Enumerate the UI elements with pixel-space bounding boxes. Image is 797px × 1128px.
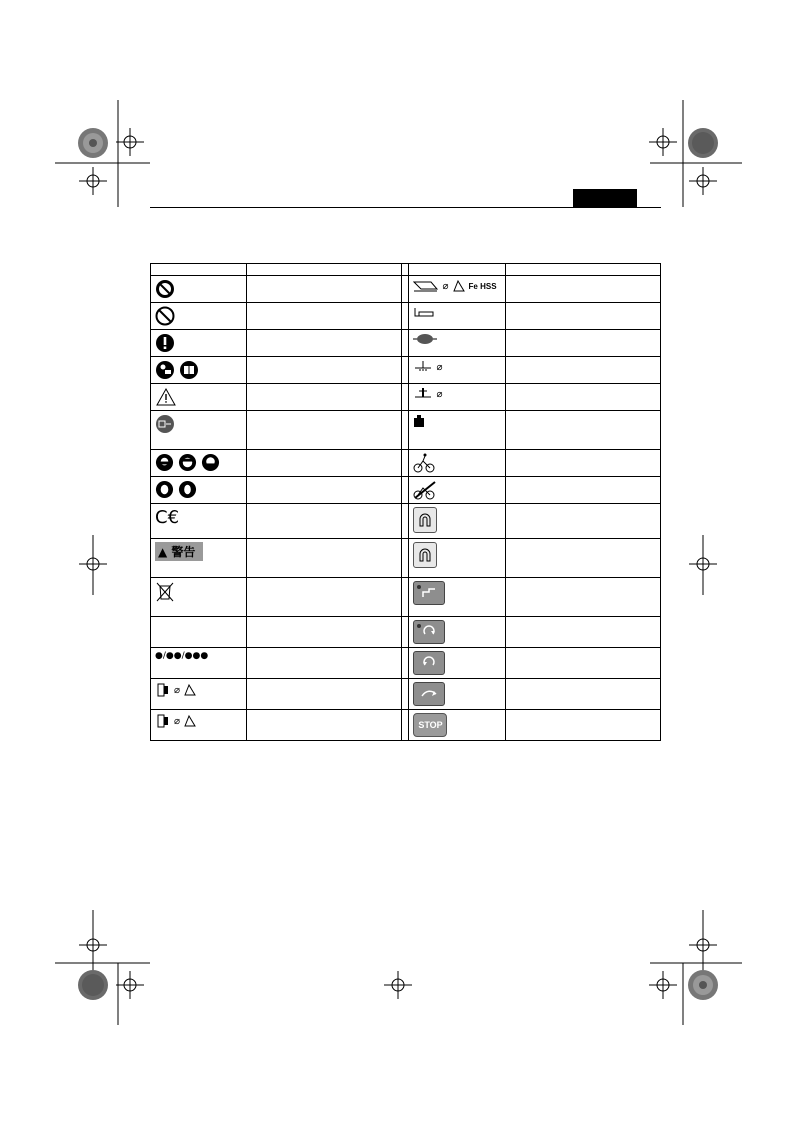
drill-chuck-icon	[155, 713, 171, 729]
table-row	[151, 303, 661, 330]
weight-icon	[413, 414, 425, 428]
feed-button-icon	[413, 682, 445, 706]
diameter-symbol: ⌀	[436, 361, 443, 373]
table-row	[151, 357, 661, 384]
drill-diameter-wood-icon	[413, 360, 433, 374]
color-target-br	[688, 970, 718, 1000]
no-cyclist-icon	[413, 480, 437, 500]
wear-mask-icon	[201, 453, 220, 472]
color-target-bl	[78, 970, 108, 1000]
symbol-table	[150, 263, 661, 741]
crosshair-mark-tl	[116, 128, 144, 156]
drill-diameter-metal-icon	[413, 387, 433, 401]
color-target-tr	[688, 128, 718, 158]
crosshair-mark-bc	[384, 971, 412, 999]
table-row	[151, 276, 661, 303]
warning-text: 警告	[171, 545, 196, 559]
warning-triangle-icon	[155, 387, 177, 407]
warning-triangle-icon: ▲	[158, 544, 168, 559]
diameter-symbol: ⌀	[436, 388, 443, 400]
crosshair-mark-br2	[649, 971, 677, 999]
language-tab	[573, 189, 637, 207]
wear-ear-protection-icon	[155, 480, 174, 499]
table-row	[151, 578, 661, 617]
read-manual-person-icon	[155, 360, 175, 380]
mandatory-icon	[155, 333, 175, 353]
rotate-right-button-icon	[413, 620, 445, 644]
magnet-icon	[413, 507, 437, 533]
stop-button-icon: STOP	[413, 713, 447, 737]
table-header-row	[151, 264, 661, 276]
motor-button-icon	[413, 581, 445, 605]
header-rule	[150, 207, 661, 208]
table-row	[151, 477, 661, 504]
read-manual-book-icon	[179, 360, 199, 380]
core-bit-icon	[413, 333, 437, 345]
crosshair-mark-tr	[649, 128, 677, 156]
material-icon	[452, 279, 466, 293]
table-row	[151, 710, 661, 741]
speed-level-dots: ●/●●/●●●	[155, 651, 209, 661]
diameter-symbol: ⌀	[442, 280, 449, 292]
wear-goggles-icon	[155, 453, 174, 472]
cutting-depth-icon	[413, 279, 439, 293]
table-row	[151, 648, 661, 679]
magnet-icon	[413, 542, 437, 568]
warning-badge	[155, 542, 203, 561]
prohibition-icon	[155, 306, 175, 326]
table-row	[151, 450, 661, 477]
table-row	[151, 411, 661, 450]
crossed-bin-icon	[155, 581, 175, 603]
material-icon	[183, 683, 197, 697]
table-row	[151, 679, 661, 710]
table-row	[151, 330, 661, 357]
material-icon	[183, 714, 197, 728]
table-row	[151, 504, 661, 539]
table-row	[151, 617, 661, 648]
crosshair-mark-bl2	[116, 971, 144, 999]
table-row	[151, 539, 661, 578]
wear-ear-protection-2-icon	[178, 480, 197, 499]
diameter-symbol: ⌀	[174, 684, 181, 696]
wear-helmet-icon	[178, 453, 197, 472]
rotate-left-button-icon	[413, 651, 445, 675]
ce-mark: C€	[155, 507, 180, 528]
color-target-tl	[78, 128, 108, 158]
no-hand-icon	[155, 279, 175, 299]
crosshair-mark-l1	[79, 167, 107, 195]
table-row	[151, 384, 661, 411]
crosshair-mark-r1	[689, 167, 717, 195]
fe-hss-label: Fe HSS	[468, 281, 497, 291]
diameter-symbol: ⌀	[174, 715, 181, 727]
cyclist-icon	[413, 453, 435, 473]
drill-chuck-icon	[155, 682, 171, 698]
drill-thread-icon	[413, 306, 435, 320]
unplug-icon	[155, 414, 175, 434]
